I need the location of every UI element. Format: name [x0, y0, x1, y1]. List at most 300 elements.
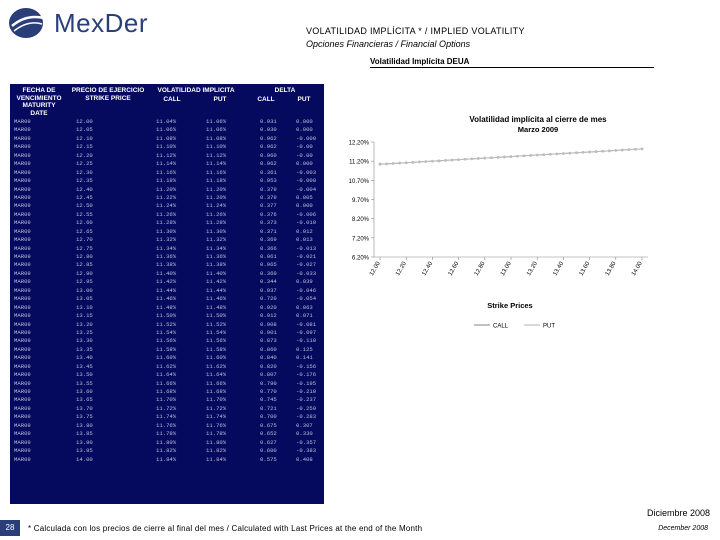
table-cell: 0.770 [260, 388, 277, 395]
col-vol-put: PUT [213, 96, 227, 103]
table-cell: 11.24% [206, 202, 227, 210]
table-cell: 0.307 [296, 421, 313, 429]
data-point [582, 151, 585, 154]
page-number: 28 [0, 520, 20, 536]
table-cell: 0.720 [260, 295, 277, 303]
table-cell: 0.700 [260, 413, 277, 421]
data-point [398, 162, 401, 165]
table-cell: 11.12% [156, 151, 177, 159]
data-point [497, 156, 500, 159]
table-cell: 11.84% [206, 455, 227, 463]
table-cell: 13.15 [76, 312, 93, 320]
table-cell: MAR09 [14, 210, 31, 218]
table-cell: 11.14% [156, 160, 177, 168]
footer-date: Diciembre 2008 [646, 508, 710, 518]
table-cell: 13.35 [76, 345, 93, 353]
table-cell: MAR09 [14, 219, 31, 227]
table-cell: 12.30 [76, 168, 93, 176]
table-cell: MAR09 [14, 160, 31, 168]
x-axis-title: Strike Prices [487, 301, 533, 310]
data-point [542, 153, 545, 156]
table-cell: 11.74% [206, 413, 227, 421]
data-point [451, 159, 454, 162]
table-cell: 0.125 [296, 345, 313, 353]
table-cell: 11.54% [206, 328, 227, 336]
table-cell: 0.063 [296, 303, 313, 311]
table-cell: 11.34% [156, 244, 177, 252]
x-tick-label: 13.60 [578, 261, 592, 278]
table-cell: MAR09 [14, 227, 31, 235]
table-cell: 11.56% [156, 337, 177, 345]
table-row [10, 236, 324, 244]
table-cell: 11.58% [206, 345, 227, 353]
table-row [10, 371, 324, 379]
table-cell: 11.72% [156, 404, 177, 412]
table-cell: 13.85 [76, 430, 93, 438]
table-cell: 0.790 [260, 379, 277, 387]
table-row [10, 135, 324, 143]
table-cell: MAR09 [14, 253, 31, 260]
table-cell: -0.383 [296, 447, 317, 455]
table-cell: MAR09 [14, 362, 31, 370]
table-cell: 11.36% [156, 253, 177, 260]
table-cell: 11.12% [206, 151, 227, 159]
table-cell: 0.344 [260, 278, 277, 286]
table-cell: 11.28% [156, 219, 177, 227]
table-cell: MAR09 [14, 388, 31, 395]
table-cell: 0.000 [296, 126, 313, 134]
y-tick-label: 10.70% [348, 178, 369, 185]
table-cell: 11.58% [156, 345, 177, 353]
data-point [523, 155, 526, 158]
data-point [385, 163, 388, 166]
table-cell: 13.40 [76, 354, 93, 362]
table-row [10, 405, 324, 413]
table-cell: MAR09 [14, 404, 31, 412]
table-cell: 12.35 [76, 177, 93, 185]
table-cell: MAR09 [14, 151, 31, 159]
table-cell: 11.42% [206, 278, 227, 286]
table-row [10, 312, 324, 320]
table-cell: -0.021 [296, 253, 317, 260]
table-row [10, 388, 324, 396]
table-cell: 11.10% [206, 143, 227, 151]
table-cell: 11.80% [156, 438, 177, 446]
table-cell: 11.10% [156, 143, 177, 151]
table-cell: 0.965 [260, 261, 277, 269]
x-tick-label: 13.00 [500, 261, 513, 278]
data-point [562, 152, 565, 155]
data-point [457, 158, 460, 161]
table-cell: MAR09 [14, 438, 31, 446]
data-point [411, 161, 414, 164]
data-point [477, 157, 480, 160]
table-cell: -0.176 [296, 371, 317, 379]
table-cell: MAR09 [14, 430, 31, 438]
data-point [431, 160, 434, 163]
volatility-table [10, 84, 324, 504]
table-cell: 11.78% [156, 430, 177, 438]
table-cell: -0.081 [296, 320, 317, 328]
table-cell: 0.820 [260, 362, 277, 370]
table-body [10, 118, 324, 464]
table-cell: 11.60% [156, 354, 177, 362]
data-point [405, 161, 408, 164]
table-row [10, 287, 324, 295]
table-cell: MAR09 [14, 354, 31, 362]
table-cell: MAR09 [14, 421, 31, 429]
logo [6, 6, 166, 40]
table-cell: 0.013 [296, 236, 313, 244]
table-cell: -0.195 [296, 379, 317, 387]
table-cell: 12.15 [76, 143, 93, 151]
table-row [10, 413, 324, 421]
table-cell: 13.80 [76, 421, 93, 429]
table-cell: 0.012 [296, 227, 313, 235]
table-cell: MAR09 [14, 193, 31, 201]
globe-logo-icon [6, 6, 50, 40]
table-cell: 12.65 [76, 227, 93, 235]
data-point [379, 163, 382, 166]
table-cell: 11.30% [156, 227, 177, 235]
table-cell: 12.55 [76, 210, 93, 218]
table-cell: -0.027 [296, 261, 317, 269]
table-cell: -0.033 [296, 269, 317, 277]
data-point [549, 153, 552, 156]
table-row [10, 228, 324, 236]
x-tick-label: 13.80 [604, 261, 618, 278]
table-cell: 0.652 [260, 430, 277, 438]
table-cell: MAR09 [14, 185, 31, 193]
col-vol-call: CALL [163, 96, 181, 103]
table-cell: -0.00 [296, 143, 313, 151]
table-row [10, 160, 324, 168]
table-cell: 0.071 [296, 312, 313, 320]
data-point [503, 156, 506, 159]
table-cell: 0.379 [260, 193, 277, 201]
table-cell: 12.95 [76, 278, 93, 286]
table-cell: 0.908 [260, 320, 277, 328]
table-row [10, 245, 324, 253]
table-cell: 11.68% [206, 388, 227, 395]
data-point [601, 150, 604, 153]
table-cell: 11.08% [156, 134, 177, 142]
table-row [10, 447, 324, 455]
table-cell: -0.054 [296, 295, 317, 303]
table-cell: 0.721 [260, 404, 277, 412]
table-cell: 14.00 [76, 455, 93, 463]
table-cell: 11.72% [206, 404, 227, 412]
data-point [444, 159, 447, 162]
table-cell: MAR09 [14, 447, 31, 455]
table-cell: 0.371 [260, 227, 277, 235]
table-cell: 12.45 [76, 193, 93, 201]
table-row [10, 253, 324, 261]
data-point [575, 151, 578, 154]
table-cell: -0.013 [296, 244, 317, 252]
table-row [10, 219, 324, 227]
data-point [470, 158, 473, 161]
table-cell: 0.366 [260, 244, 277, 252]
table-cell: 0.937 [260, 286, 277, 294]
table-cell: 11.78% [206, 430, 227, 438]
table-cell: 11.28% [206, 219, 227, 227]
table-cell: 0.005 [296, 193, 313, 201]
table-cell: MAR09 [14, 328, 31, 336]
x-tick-label: 12.00 [369, 261, 382, 278]
table-cell: 13.25 [76, 328, 93, 336]
data-point [392, 162, 395, 165]
table-row [10, 126, 324, 134]
table-cell: 11.48% [206, 303, 227, 311]
table-cell: 0.807 [260, 371, 277, 379]
table-cell: 0.373 [260, 219, 277, 227]
table-cell: 13.10 [76, 303, 93, 311]
data-point [516, 155, 519, 158]
table-cell: 0.369 [260, 236, 277, 244]
table-cell: 11.74% [156, 413, 177, 421]
table-row [10, 380, 324, 388]
table-cell: 11.64% [156, 371, 177, 379]
data-point [634, 148, 637, 151]
table-cell: 11.44% [206, 286, 227, 294]
data-point [595, 150, 598, 153]
table-cell: 11.54% [156, 328, 177, 336]
legend-label-put: PUT [543, 323, 555, 330]
table-row [10, 430, 324, 438]
col-vol-group: VOLATILIDAD IMPLICITA [157, 87, 235, 94]
table-cell: MAR09 [14, 236, 31, 244]
table-cell: 11.20% [206, 193, 227, 201]
table-row [10, 261, 324, 269]
table-cell: -0.000 [296, 134, 317, 142]
table-cell: 11.32% [156, 236, 177, 244]
table-cell: 0.627 [260, 438, 277, 446]
data-point [556, 153, 559, 156]
data-point [425, 160, 428, 163]
y-tick-label: 11.20% [349, 159, 369, 166]
table-cell: 11.20% [156, 185, 177, 193]
table-cell: MAR09 [14, 261, 31, 269]
table-cell: MAR09 [14, 269, 31, 277]
table-cell: MAR09 [14, 396, 31, 404]
section-underline [370, 67, 654, 68]
table-cell: 0.039 [296, 278, 313, 286]
table-cell: 12.70 [76, 236, 93, 244]
table-row [10, 337, 324, 345]
data-point [490, 156, 493, 159]
y-tick-label: 7.20% [351, 236, 369, 243]
table-cell: MAR09 [14, 168, 31, 176]
table-cell: 11.26% [206, 210, 227, 218]
legend-label-call: CALL [493, 323, 509, 330]
table-cell: MAR09 [14, 278, 31, 286]
table-cell: 11.82% [156, 447, 177, 455]
footnote: * Calculada con los precios de cierre al final del mes / Calculated with Last Prices at the end of the Month [28, 524, 423, 533]
table-cell: 0.960 [260, 151, 277, 159]
table-cell: 13.65 [76, 396, 93, 404]
table-cell: 11.40% [206, 269, 227, 277]
table-cell: 11.38% [156, 261, 177, 269]
table-cell: 0.961 [260, 253, 277, 260]
table-cell: 0.000 [296, 202, 313, 210]
table-cell: 13.30 [76, 337, 93, 345]
table-row [10, 194, 324, 202]
table-cell: 11.24% [156, 202, 177, 210]
table-cell: -0.259 [296, 404, 317, 412]
data-point [484, 157, 487, 160]
table-row [10, 202, 324, 210]
table-cell: 11.82% [206, 447, 227, 455]
table-cell: 13.50 [76, 371, 93, 379]
table-cell: -0.004 [296, 185, 317, 193]
table-cell: 13.20 [76, 320, 93, 328]
table-cell: 0.860 [260, 345, 277, 353]
table-cell: 11.40% [156, 269, 177, 277]
y-tick-label: 9.70% [351, 198, 369, 204]
table-cell: MAR09 [14, 143, 31, 151]
table-cell: 12.75 [76, 244, 93, 252]
table-row [10, 152, 324, 160]
table-cell: 0.962 [260, 160, 277, 168]
table-cell: 0.408 [296, 455, 313, 463]
table-cell: MAR09 [14, 413, 31, 421]
x-tick-label: 13.20 [526, 261, 539, 278]
table-row [10, 321, 324, 329]
table-cell: MAR09 [14, 303, 31, 311]
table-cell: MAR09 [14, 345, 31, 353]
table-row [10, 177, 324, 185]
table-cell: 0.873 [260, 337, 277, 345]
table-row [10, 354, 324, 362]
chart-subtitle: Marzo 2009 [517, 125, 559, 134]
table-cell: -0.00 [296, 151, 313, 159]
x-tick-label: 12.20 [395, 261, 408, 278]
page-subtitle: Opciones Financieras / Financial Options [306, 39, 471, 49]
table-cell: 12.10 [76, 134, 93, 142]
table-cell: -0.000 [296, 177, 317, 185]
table-cell: 12.00 [76, 118, 93, 125]
table-row [10, 211, 324, 219]
table-cell: 11.84% [156, 455, 177, 463]
table-row [10, 143, 324, 151]
table-cell: 12.60 [76, 219, 93, 227]
table-cell: 11.62% [206, 362, 227, 370]
table-cell: 11.38% [206, 261, 227, 269]
table-cell: 11.14% [206, 160, 227, 168]
table-cell: 11.32% [206, 236, 227, 244]
table-cell: 13.55 [76, 379, 93, 387]
table-header [10, 84, 324, 116]
x-tick-label: 14.00 [631, 261, 644, 278]
table-cell: 11.26% [156, 210, 177, 218]
col-delta-call: CALL [257, 96, 275, 103]
table-cell: 11.06% [156, 126, 177, 134]
x-tick-label: 13.40 [552, 261, 566, 278]
table-cell: 11.56% [206, 337, 227, 345]
table-cell: 13.00 [76, 286, 93, 294]
table-cell: 11.20% [206, 185, 227, 193]
table-cell: 11.30% [206, 227, 227, 235]
table-cell: 11.06% [206, 118, 227, 125]
chart-title: Volatilidad implícita al cierre de mes [469, 115, 607, 124]
table-cell: -0.003 [296, 168, 317, 176]
table-cell: MAR09 [14, 177, 31, 185]
table-cell: -0.010 [296, 219, 317, 227]
table-cell: 12.80 [76, 253, 93, 260]
table-cell: 11.68% [156, 388, 177, 395]
table-cell: 12.40 [76, 185, 93, 193]
table-cell: MAR09 [14, 286, 31, 294]
data-point [418, 161, 421, 164]
data-point [510, 155, 513, 158]
col-delta-group: DELTA [274, 87, 296, 94]
y-tick-label: 8.20% [351, 217, 369, 224]
data-point [536, 154, 539, 157]
table-cell: 0.141 [296, 354, 313, 362]
table-row [10, 278, 324, 286]
table-cell: 11.50% [156, 312, 177, 320]
data-point [529, 154, 532, 157]
table-cell: 11.06% [206, 126, 227, 134]
table-cell: 11.76% [156, 421, 177, 429]
table-cell: 11.66% [156, 379, 177, 387]
data-point [588, 151, 591, 154]
table-cell: 11.70% [206, 396, 227, 404]
table-cell: 12.20 [76, 151, 93, 159]
table-cell: 0.675 [260, 421, 277, 429]
table-cell: 11.04% [156, 118, 177, 125]
table-row [10, 118, 324, 126]
table-row [10, 295, 324, 303]
table-cell: MAR09 [14, 202, 31, 210]
col-delta-put: PUT [297, 96, 311, 103]
table-cell: 12.90 [76, 269, 93, 277]
table-cell: 11.48% [156, 303, 177, 311]
table-cell: -0.156 [296, 362, 317, 370]
x-tick-label: 12.40 [421, 261, 435, 278]
data-point [615, 149, 618, 152]
table-cell: 0.330 [296, 430, 313, 438]
table-cell: 11.22% [156, 193, 177, 201]
table-cell: 0.912 [260, 312, 277, 320]
data-point [464, 158, 467, 161]
data-point [628, 148, 631, 151]
table-row [10, 363, 324, 371]
table-row [10, 422, 324, 430]
table-cell: 0.000 [296, 160, 313, 168]
table-cell: 11.50% [206, 312, 227, 320]
table-cell: MAR09 [14, 337, 31, 345]
table-cell: 0.931 [260, 118, 277, 125]
table-cell: 0.920 [260, 303, 277, 311]
table-cell: 11.60% [206, 354, 227, 362]
table-row [10, 169, 324, 177]
table-cell: MAR09 [14, 379, 31, 387]
table-row [10, 456, 324, 464]
table-cell: MAR09 [14, 126, 31, 134]
table-cell: 12.50 [76, 202, 93, 210]
table-cell: MAR09 [14, 134, 31, 142]
table-cell: 0.962 [260, 134, 277, 142]
table-cell: 0.840 [260, 354, 277, 362]
table-cell: 11.46% [156, 295, 177, 303]
table-cell: 0.575 [260, 455, 277, 463]
table-cell: 13.95 [76, 447, 93, 455]
table-cell: 0.930 [260, 126, 277, 134]
table-cell: 0.000 [296, 118, 313, 125]
table-cell: -0.006 [296, 210, 317, 218]
